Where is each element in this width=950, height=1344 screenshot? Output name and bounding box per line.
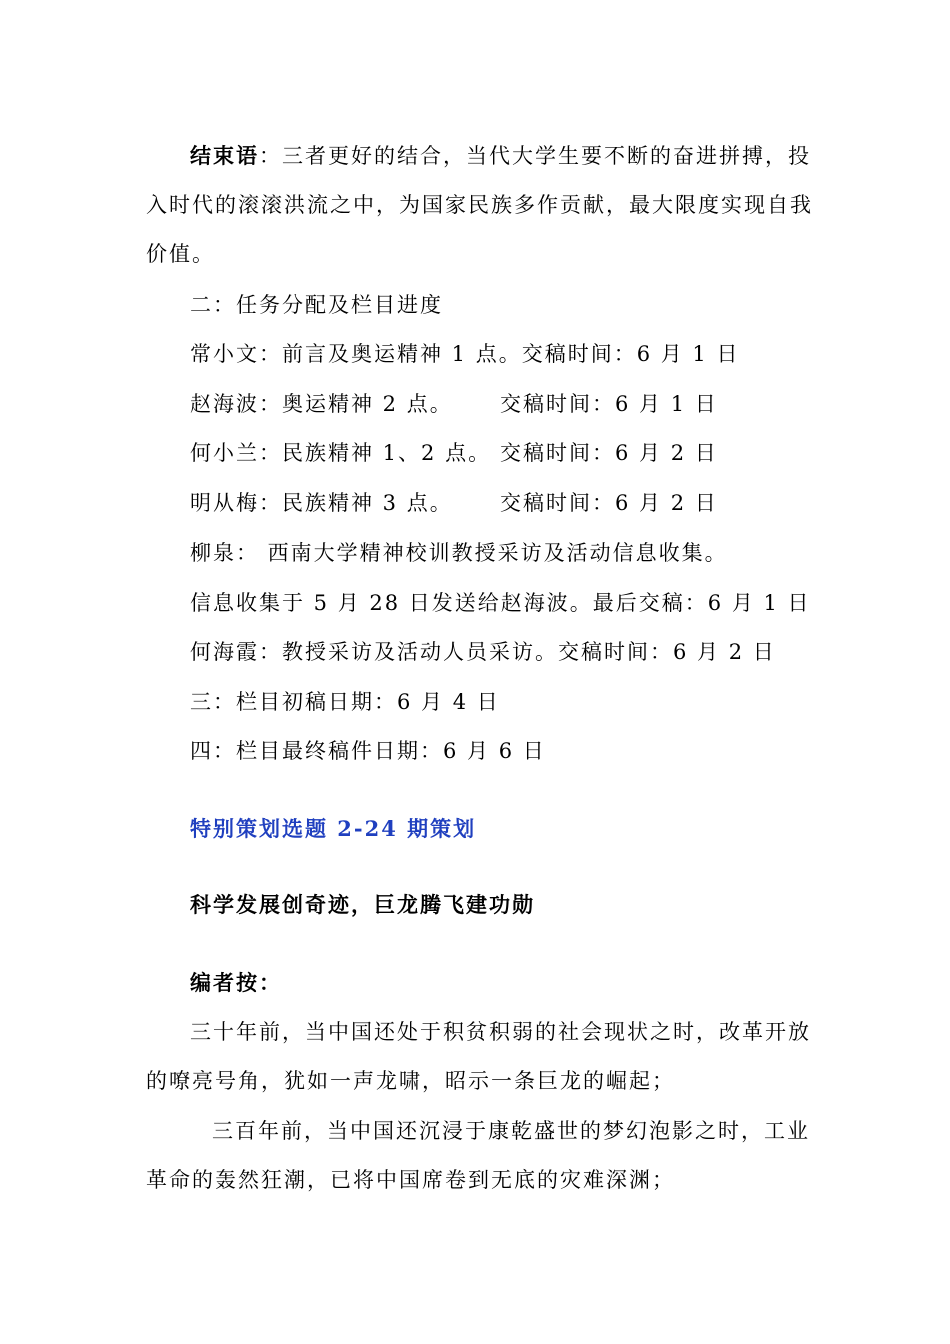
- paragraph-1-line-1: 三十年前，当中国还处于积贫积弱的社会现状之时，改革开放: [190, 1020, 811, 1044]
- conclusion-line-3: 价值。: [146, 242, 215, 266]
- task-deadline: 交稿时间：6 月 1 日: [500, 392, 718, 416]
- final-date: 四：栏目最终稿件日期：6 月 6 日: [190, 739, 546, 763]
- task-row: [190, 338, 739, 368]
- conclusion-line-1: 结束语：三者更好的结合，当代大学生要不断的奋进拼搏，投: [190, 143, 811, 168]
- draft-date: 三：栏目初稿日期：6 月 4 日: [190, 690, 500, 714]
- task-deadline: 交稿时间：6 月 2 日: [500, 491, 718, 515]
- special-title: 特别策划选题 2-24 期策划: [190, 816, 477, 841]
- task-person: 明从梅：民族精神 3 点。: [190, 491, 453, 515]
- tasks-heading: 二：任务分配及栏目进度: [190, 293, 443, 317]
- task-row: [190, 487, 453, 517]
- editor-note-label: 编者按：: [190, 970, 282, 995]
- conclusion-label: 结束语: [190, 143, 259, 168]
- special-subtitle: 科学发展创奇迹，巨龙腾飞建功勋: [190, 892, 535, 917]
- paragraph-1-line-2: 的嘹亮号角，犹如一声龙啸，昭示一条巨龙的崛起；: [146, 1069, 675, 1093]
- task-liu: 柳泉： 西南大学精神校训教授采访及活动信息收集。: [190, 541, 728, 565]
- task-person: 赵海波：奥运精神 2 点。: [190, 392, 453, 416]
- task-he: 何海霞：教授采访及活动人员采访。交稿时间：6 月 2 日: [190, 640, 776, 664]
- task-deadline: 交稿时间：6 月 1 日: [521, 342, 740, 366]
- task-deadline: 交稿时间：6 月 2 日: [500, 441, 718, 465]
- paragraph-2-line-2: 革命的轰然狂潮，已将中国席卷到无底的灾难深渊；: [146, 1168, 675, 1192]
- paragraph-2-line-1: 三百年前，当中国还沉浸于康乾盛世的梦幻泡影之时，工业: [212, 1119, 810, 1143]
- task-row: [190, 388, 453, 418]
- task-liu-note: 信息收集于 5 月 28 日发送给赵海波。最后交稿：6 月 1 日: [190, 591, 811, 615]
- task-row: [190, 437, 491, 467]
- task-person: 何小兰：民族精神 1、2 点。: [190, 441, 492, 465]
- conclusion-line-2: 入时代的滚滚洪流之中，为国家民族多作贡献，最大限度实现自我: [146, 193, 813, 217]
- task-person: 常小文：前言及奥运精神 1 点。: [190, 342, 522, 366]
